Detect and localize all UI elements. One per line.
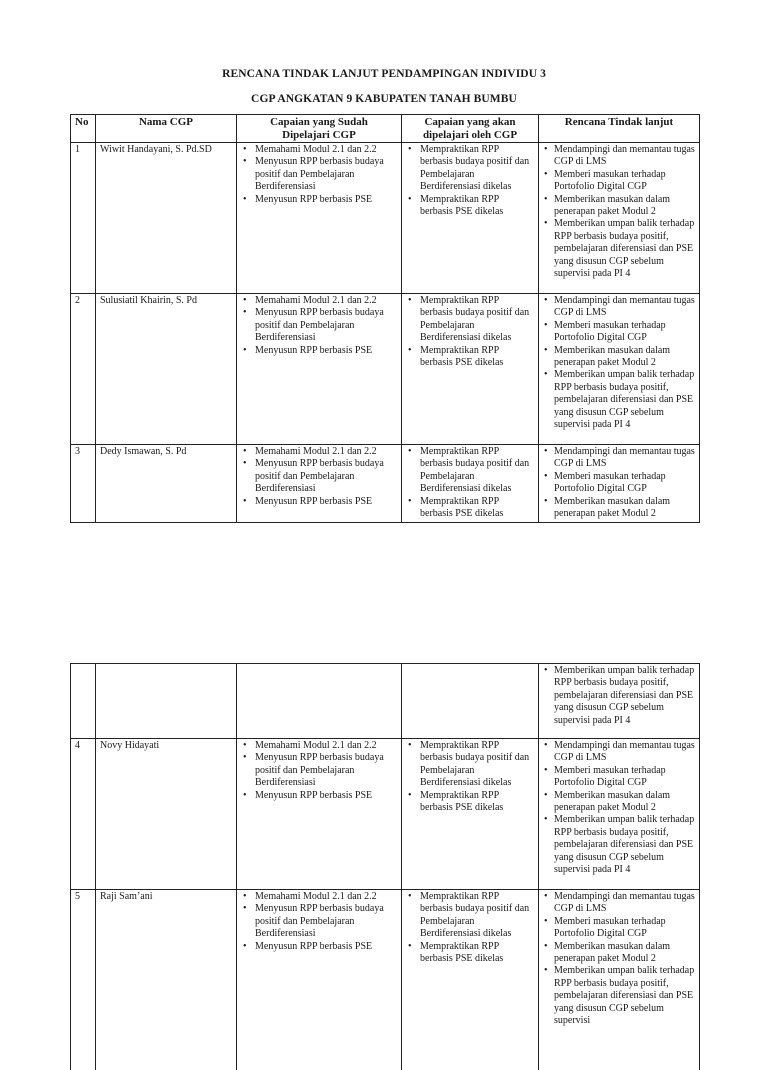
list-item: • Mempraktikan RPP berbasis PSE dikelas (406, 790, 534, 815)
cell-followup-list (543, 665, 695, 727)
list-item: • Menyusun RPP berbasis budaya positif dan Pembelajaran Berdiferensiasi (241, 903, 397, 940)
list-item: • Mempraktikan RPP berbasis budaya positif dan Pembelajaran Berdiferensiasi dikelas (406, 891, 534, 941)
table-row (71, 445, 700, 523)
list-item: • Mempraktikan RPP berbasis PSE dikelas (406, 345, 534, 370)
cell-followup-list (543, 295, 695, 431)
cell-to-learn-list (406, 891, 534, 965)
list-item: • Mendampingi dan memantau tugas CGP di LMS (543, 295, 695, 320)
list-item: • Memahami Modul 2.1 dan 2.2 (241, 740, 397, 752)
table-row (71, 739, 700, 890)
table-header-row (71, 115, 700, 143)
cell-followup (539, 294, 700, 445)
header-no: No (71, 115, 96, 143)
header-achieved (237, 115, 402, 143)
list-item: • Mendampingi dan memantau tugas CGP di LMS (543, 144, 695, 169)
cell-followup-list (543, 144, 695, 280)
cell-participant-name: Wiwit Handayani, S. Pd.SD (96, 143, 237, 294)
cell-to-learn (402, 890, 539, 1070)
cell-no: 1 (71, 143, 96, 294)
cell-followup (539, 143, 700, 294)
cell-no: 5 (71, 890, 96, 1070)
list-item: • Menyusun RPP berbasis PSE (241, 194, 397, 206)
list-item: • Memberi masukan terhadap Portofolio Digital CGP (543, 765, 695, 790)
list-item: • Menyusun RPP berbasis PSE (241, 345, 397, 357)
list-item: • Memberikan masukan dalam penerapan paket Modul 2 (543, 941, 695, 966)
list-item: • Mendampingi dan memantau tugas CGP di LMS (543, 446, 695, 471)
list-item: • Menyusun RPP berbasis PSE (241, 790, 397, 802)
list-item: • Memberikan umpan balik terhadap RPP berbasis budaya positif, pembelajaran diferensiasi dan PSE yang disusun CGP sebelum supervisi pada PI 4 (543, 218, 695, 280)
cell-achieved-list (241, 446, 397, 508)
table-row (71, 664, 700, 739)
cell-no (71, 664, 96, 739)
list-item: • Memahami Modul 2.1 dan 2.2 (241, 446, 397, 458)
cell-achieved (237, 739, 402, 890)
list-item: • Memberikan umpan balik terhadap RPP berbasis budaya positif, pembelajaran diferensiasi dan PSE yang disusun CGP sebelum supervisi (543, 965, 695, 1027)
document-subtitle: CGP ANGKATAN 9 KABUPATEN TANAH BUMBU (251, 93, 517, 105)
cell-followup (539, 739, 700, 890)
cell-to-learn-list (406, 295, 534, 369)
header-followup: Rencana Tindak lanjut (539, 115, 700, 143)
cell-achieved-list (241, 891, 397, 953)
cell-no: 4 (71, 739, 96, 890)
cell-followup-list (543, 740, 695, 876)
header-to-learn-line2: dipelajari oleh CGP (422, 128, 518, 141)
cell-no: 2 (71, 294, 96, 445)
document-title: RENCANA TINDAK LANJUT PENDAMPINGAN INDIVIDU 3 (222, 68, 546, 80)
table-row (71, 890, 700, 1070)
list-item: • Memberi masukan terhadap Portofolio Digital CGP (543, 169, 695, 194)
cell-to-learn (402, 445, 539, 523)
followup-plan-table (70, 114, 700, 523)
cell-achieved (237, 890, 402, 1070)
list-item: • Mempraktikan RPP berbasis budaya positif dan Pembelajaran Berdiferensiasi dikelas (406, 295, 534, 345)
table-row (71, 143, 700, 294)
table-row (71, 294, 700, 445)
list-item: • Menyusun RPP berbasis budaya positif dan Pembelajaran Berdiferensiasi (241, 156, 397, 193)
cell-to-learn-list (406, 144, 534, 218)
list-item: • Memberi masukan terhadap Portofolio Digital CGP (543, 471, 695, 496)
cell-achieved (237, 143, 402, 294)
cell-to-learn (402, 739, 539, 890)
list-item: • Mempraktikan RPP berbasis budaya positif dan Pembelajaran Berdiferensiasi dikelas (406, 144, 534, 194)
header-achieved-line2: Dipelajari CGP (282, 128, 356, 141)
list-item: • Memahami Modul 2.1 dan 2.2 (241, 295, 397, 307)
cell-to-learn (402, 294, 539, 445)
list-item: • Mempraktikan RPP berbasis budaya positif dan Pembelajaran Berdiferensiasi dikelas (406, 446, 534, 496)
list-item: • Memahami Modul 2.1 dan 2.2 (241, 891, 397, 903)
cell-achieved (237, 445, 402, 523)
cell-achieved-list (241, 740, 397, 802)
list-item: • Menyusun RPP berbasis budaya positif dan Pembelajaran Berdiferensiasi (241, 752, 397, 789)
cell-achieved-list (241, 144, 397, 206)
cell-to-learn-list (406, 446, 534, 520)
cell-to-learn (402, 143, 539, 294)
list-item: • Menyusun RPP berbasis budaya positif dan Pembelajaran Berdiferensiasi (241, 307, 397, 344)
followup-plan-table-continued (70, 663, 700, 1070)
cell-to-learn (402, 664, 539, 739)
cell-followup (539, 445, 700, 523)
list-item: • Memberikan umpan balik terhadap RPP berbasis budaya positif, pembelajaran diferensiasi dan PSE yang disusun CGP sebelum supervisi pada PI 4 (543, 369, 695, 431)
list-item: • Memberikan masukan dalam penerapan paket Modul 2 (543, 345, 695, 370)
cell-participant-name: Sulusiatil Khairin, S. Pd (96, 294, 237, 445)
cell-to-learn-list (406, 740, 534, 814)
cell-participant-name: Dedy Ismawan, S. Pd (96, 445, 237, 523)
cell-participant-name: Raji Sam’ani (96, 890, 237, 1070)
list-item: • Memberikan masukan dalam penerapan paket Modul 2 (543, 790, 695, 815)
list-item: • Menyusun RPP berbasis budaya positif dan Pembelajaran Berdiferensiasi (241, 458, 397, 495)
header-name: Nama CGP (96, 115, 237, 143)
list-item: • Menyusun RPP berbasis PSE (241, 941, 397, 953)
header-achieved-line1: Capaian yang Sudah (270, 116, 368, 128)
cell-participant-name (96, 664, 237, 739)
list-item: • Menyusun RPP berbasis PSE (241, 496, 397, 508)
list-item: • Memahami Modul 2.1 dan 2.2 (241, 144, 397, 156)
list-item: • Mempraktikan RPP berbasis PSE dikelas (406, 941, 534, 966)
header-to-learn (402, 115, 539, 143)
list-item: • Memberikan umpan balik terhadap RPP berbasis budaya positif, pembelajaran diferensiasi dan PSE yang disusun CGP sebelum supervisi pada PI 4 (543, 665, 695, 727)
cell-participant-name: Novy Hidayati (96, 739, 237, 890)
cell-followup-list (543, 891, 695, 1027)
list-item: • Mempraktikan RPP berbasis budaya positif dan Pembelajaran Berdiferensiasi dikelas (406, 740, 534, 790)
list-item: • Memberikan umpan balik terhadap RPP berbasis budaya positif, pembelajaran diferensiasi dan PSE yang disusun CGP sebelum supervisi pada PI 4 (543, 814, 695, 876)
cell-followup (539, 664, 700, 739)
list-item: • Memberi masukan terhadap Portofolio Digital CGP (543, 320, 695, 345)
list-item: • Memberi masukan terhadap Portofolio Digital CGP (543, 916, 695, 941)
list-item: • Mempraktikan RPP berbasis PSE dikelas (406, 194, 534, 219)
cell-achieved-list (241, 295, 397, 357)
list-item: • Mempraktikan RPP berbasis PSE dikelas (406, 496, 534, 521)
cell-followup (539, 890, 700, 1070)
cell-achieved (237, 294, 402, 445)
header-to-learn-line1: Capaian yang akan (424, 116, 516, 128)
cell-achieved (237, 664, 402, 739)
list-item: • Mendampingi dan memantau tugas CGP di LMS (543, 740, 695, 765)
list-item: • Memberikan masukan dalam penerapan paket Modul 2 (543, 496, 695, 521)
list-item: • Mendampingi dan memantau tugas CGP di LMS (543, 891, 695, 916)
cell-followup-list (543, 446, 695, 520)
list-item: • Memberikan masukan dalam penerapan paket Modul 2 (543, 194, 695, 219)
cell-no: 3 (71, 445, 96, 523)
